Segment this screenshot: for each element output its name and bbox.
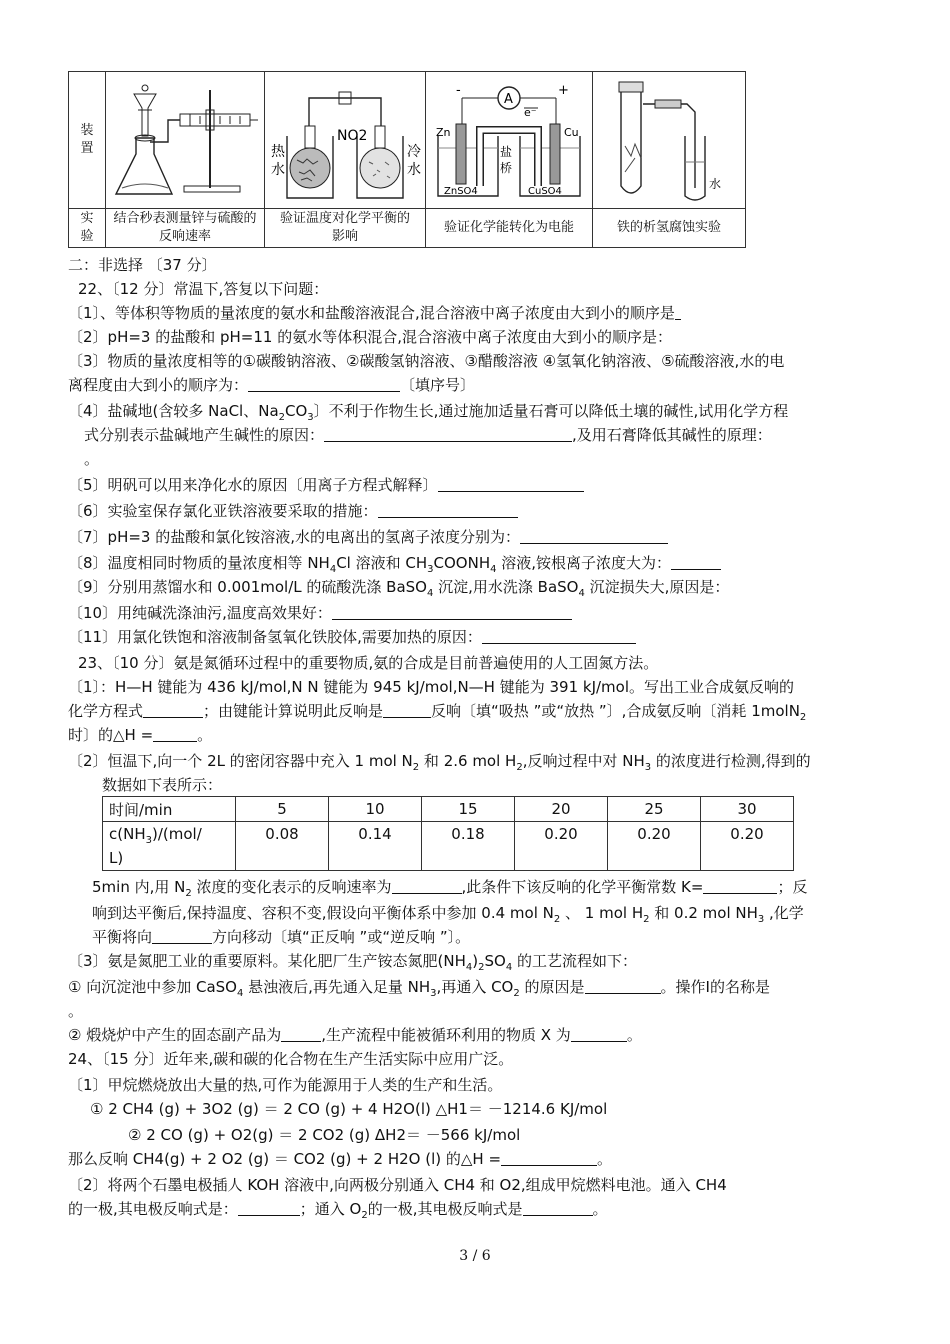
time-cell: 15 <box>422 797 515 822</box>
flask-burette-illustration <box>110 76 260 204</box>
q22-item-1: 〔1〕、等体积等物质的量浓度的氨水和盐酸溶液混合,混合溶液中离子浓度由大到小的顺序是 <box>68 301 681 325</box>
q23-p1b: 化学方程式 ；由键能计算说明此反响是 反响〔填“吸热 ”或“放热 ”〕,合成氨反响〔消耗 1molN$_2$ <box>68 702 807 723</box>
row-label-experiment: 实 验 <box>69 209 106 248</box>
q23-p2a: 〔2〕恒温下,向一个 2L 的密闭容器中充入 1 mol $N_2$ 和 2.6 mol $H_2$,反响过程中对 $NH_3$ 的浓度进行检测,得到的 <box>68 752 811 773</box>
time-cell: 25 <box>608 797 701 822</box>
q24-eq1: ① 2 CH4 (g) + 3O2 (g) ＝ 2 CO (g) + 4 H2O(l) △H1＝ －1214.6 KJ/mol <box>90 1100 608 1118</box>
experiment-2: 验证温度对化学平衡的影响 <box>265 209 426 248</box>
iron-corrosion-illustration <box>595 76 743 204</box>
galvanic-cell-illustration <box>428 76 590 204</box>
minus-sign: - <box>456 83 461 98</box>
salt-bridge-label-1: 盐 <box>500 145 513 159</box>
apparatus-image-galvanic-cell <box>426 72 593 209</box>
zn-label: Zn <box>436 126 451 139</box>
q22-item-11: 〔11〕用氯化铁饱和溶液制备氢氧化铁胶体,需要加热的原因： <box>68 625 636 649</box>
apparatus-image-no2-equilibrium <box>265 72 426 209</box>
q23-p3c: 。 <box>68 1002 84 1020</box>
no2-label: NO2 <box>337 128 368 144</box>
q24-title: 24、〔15 分〕近年来,碳和碳的化合物在生产生活实际中应用广泛。 <box>68 1050 514 1068</box>
q22-item-4a: 〔4〕盐碱地(含较多 NaCl、$Na_2CO_3$〕不利于作物生长,通过施加适量石膏可以降低土壤的碱性,试用化学方程 <box>68 402 789 423</box>
q22-item-4c: 。 <box>84 450 100 468</box>
water-label: 水 <box>709 177 722 191</box>
q22-item-7: 〔7〕pH=3 的盐酸和氯化铵溶液,水的电离出的氢离子浓度分别为： <box>68 525 668 549</box>
q23-p3a: 〔3〕氨是氮肥工业的重要原料。某化肥厂生产铵态氮肥$(NH_4)_2SO_4$ 的工艺流程如下： <box>68 952 637 973</box>
apparatus-table <box>68 71 746 248</box>
q22-item-6: 〔6〕实验室保存氯化亚铁溶液要采取的措施： <box>68 499 518 523</box>
hot-water-label-1: 热 <box>271 144 285 160</box>
page-number: 3 / 6 <box>459 1248 491 1264</box>
q23-p3d: ② 煅烧炉中产生的固态副产品为 ,生产流程中能被循环利用的物质 X 为 。 <box>68 1026 642 1044</box>
concentration-cell: 0.20 <box>515 822 608 871</box>
znso4-label: ZnSO4 <box>444 186 478 197</box>
q24-p2a: 〔2〕将两个石墨电极插人 KOH 溶液中,向两极分别通入 CH4 和 O2,组成甲烷燃料电池。通入 CH4 <box>68 1176 727 1194</box>
q23-p1a: 〔1〕：H—H 键能为 436 kJ/mol,N N 键能为 945 kJ/mol,N—H 键能为 391 kJ/mol。写出工业合成氨反响的 <box>68 678 795 696</box>
time-cell: 20 <box>515 797 608 822</box>
cold-water-label-1: 冷 <box>407 144 421 160</box>
cold-water-label-2: 水 <box>407 162 421 178</box>
concentration-cell: 0.20 <box>701 822 794 871</box>
concentration-cell: 0.20 <box>608 822 701 871</box>
time-cell: 30 <box>701 797 794 822</box>
time-cell: 5 <box>236 797 329 822</box>
salt-bridge-label-2: 桥 <box>500 161 513 175</box>
experiment-4: 铁的析氢腐蚀实验 <box>593 209 746 248</box>
concentration-cell: 0.08 <box>236 822 329 871</box>
q24-eq3: 那么反响 CH4(g) + 2 O2 (g) ＝ CO2 (g) + 2 H2O (l) 的△H = 。 <box>68 1150 613 1168</box>
cu-label: Cu <box>564 126 579 139</box>
q23-p2f: 5min 内,用 $N_2$ 浓度的变化表示的反响速率为 ,此条件下该反响的化学平衡常数 K= ；反 <box>92 878 808 899</box>
q22-item-3a: 〔3〕物质的量浓度相等的①碳酸钠溶液、②碳酸氢钠溶液、③醋酸溶液 ④氢氧化钠溶液、⑤硫酸溶液,水的电 <box>68 352 785 370</box>
q23-p1c: 时〕的△H = 。 <box>68 726 213 744</box>
hot-water-label-2: 水 <box>271 162 285 178</box>
row-label-device: 装 置 <box>69 72 106 209</box>
q22-item-10: 〔10〕用纯碱洗涤油污,温度高效果好： <box>68 601 572 625</box>
q23-p2g: 响到达平衡后,保持温度、容积不变,假设向平衡体系中参加 0.4 mol $N_2$ 、 1 mol $H_2$ 和 0.2 mol $NH_3$ ,化学 <box>92 904 804 925</box>
electron-label: e⁻ <box>524 106 537 119</box>
table-header-time: 时间/min <box>103 797 236 822</box>
q22-item-5: 〔5〕明矾可以用来净化水的原因〔用离子方程式解释〕 <box>68 473 584 497</box>
q23-p2h: 平衡将向 方向移动〔填“正反响 ”或“逆反响 ”〕。 <box>92 928 471 946</box>
q23-title: 23、〔10 分〕氨是氮循环过程中的重要物质,氨的合成是目前普遍使用的人工固氮方法。 <box>78 654 659 672</box>
q22-item-9: 〔9〕分别用蒸馏水和 0.001mol/L 的硫酸洗涤 BaSO$_4$ 沉淀,用水洗涤 BaSO$_4$ 沉淀损失大,原因是： <box>68 578 730 599</box>
table-row-label-concentration: $c(NH_3)/(mol/$ L) <box>103 822 236 871</box>
plus-sign: + <box>558 83 569 98</box>
cuso4-label: CuSO4 <box>528 186 562 197</box>
q22-item-3b: 离程度由大到小的顺序为： 〔填序号〕 <box>68 376 476 394</box>
apparatus-image-iron-corrosion <box>593 72 746 209</box>
concentration-cell: 0.14 <box>329 822 422 871</box>
time-cell: 10 <box>329 797 422 822</box>
nh3-concentration-table <box>102 796 794 871</box>
q22-item-2: 〔2〕pH=3 的盐酸和 pH=11 的氨水等体积混合,混合溶液中离子浓度由大到小的顺序是： <box>68 328 672 346</box>
q22-item-4b: 式分别表示盐碱地产生碱性的原因： ,及用石膏降低其碱性的原理： <box>84 426 772 444</box>
experiment-3: 验证化学能转化为电能 <box>426 209 593 248</box>
no2-flasks-illustration <box>267 76 423 204</box>
q22-title: 22、〔12 分〕常温下,答复以下问题： <box>78 280 329 298</box>
apparatus-image-burette <box>106 72 265 209</box>
q24-eq2: ② 2 CO (g) + O2(g) ＝ 2 CO2 (g) ΔH2＝ －566 kJ/mol <box>128 1126 521 1144</box>
section-heading: 二：非选择 〔37 分〕 <box>68 256 217 274</box>
q23-p3b: ① 向沉淀池中参加 CaSO$_4$ 悬浊液后,再先通入足量 $NH_3$,再通入 $CO_2$ 的原因是 。操作Ⅰ的名称是 <box>68 978 770 999</box>
ammeter-label: A <box>504 92 513 107</box>
q23-p2e: 数据如下表所示： <box>102 776 223 794</box>
experiment-1: 结合秒表测量锌与硫酸的反响速率 <box>106 209 265 248</box>
q22-item-8: 〔8〕温度相同时物质的量浓度相等 $NH_4Cl$ 溶液和 $CH_3COONH_4$ 溶液,铵根离子浓度大为： <box>68 551 721 575</box>
q24-p1: 〔1〕甲烷燃烧放出大量的热,可作为能源用于人类的生产和生活。 <box>68 1076 503 1094</box>
q24-p2b: 的一极,其电极反响式是： ；通入 $O_2$的一极,其电极反响式是 。 <box>68 1200 608 1221</box>
concentration-cell: 0.18 <box>422 822 515 871</box>
